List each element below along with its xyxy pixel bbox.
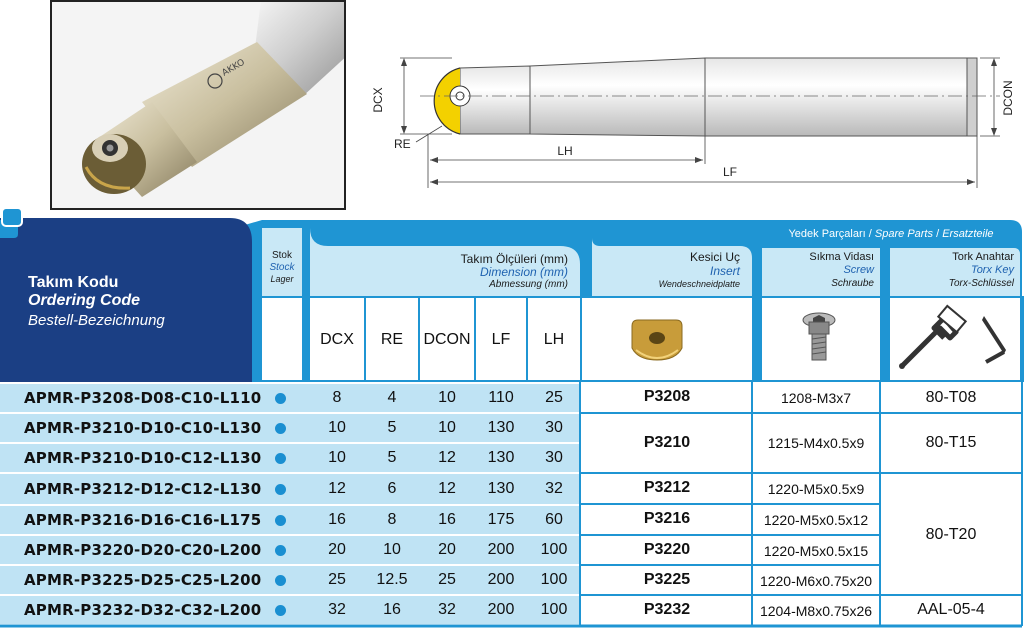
stock-header-de: Lager xyxy=(270,274,294,284)
code-header-de: Bestell-Bezeichnung xyxy=(28,312,165,329)
re-label: RE xyxy=(394,137,411,151)
lh-value: 60 xyxy=(545,511,563,528)
spare-sep-2: / xyxy=(936,228,940,240)
stock-header-tr: Stok xyxy=(271,250,292,261)
stock-dot xyxy=(275,605,286,616)
stock-dot xyxy=(275,484,286,495)
insert-code: P3225 xyxy=(643,571,691,588)
screw-code: 1204-M8x0.75x26 xyxy=(759,603,873,619)
dcx-value: 12 xyxy=(328,480,346,497)
stock-dot xyxy=(275,515,286,526)
lh-value: 30 xyxy=(545,419,563,436)
ordering-code: APMR-P3232-D32-C32-L200 xyxy=(24,601,262,619)
lf-value: 175 xyxy=(487,511,515,528)
insert-code: P3212 xyxy=(643,479,691,496)
screw-header-de: Schraube xyxy=(831,278,874,289)
screw-header-en: Screw xyxy=(843,264,874,276)
insert-header-tr: Kesici Uç xyxy=(689,250,740,264)
dims-header-en: Dimension (mm) xyxy=(479,265,568,279)
photo-engraving: AKKO xyxy=(220,57,247,79)
col-re: RE xyxy=(380,331,404,348)
key-code: 80-T20 xyxy=(925,526,977,543)
lh-value: 100 xyxy=(540,601,568,618)
dcon-value: 16 xyxy=(438,511,456,528)
spare-header-en: Spare Parts xyxy=(874,228,933,240)
dcx-value: 10 xyxy=(328,419,346,436)
screw-code: 1220-M6x0.75x20 xyxy=(759,573,873,589)
dims-header-de: Abmessung (mm) xyxy=(489,279,568,290)
col-dcx: DCX xyxy=(320,331,354,348)
dcx-value: 25 xyxy=(328,571,346,588)
col-dcon: DCON xyxy=(423,331,471,348)
screw-code: 1220-M5x0.5x12 xyxy=(763,512,869,528)
stock-dot xyxy=(275,545,286,556)
insert-code: P3232 xyxy=(643,601,691,618)
dcon-value: 10 xyxy=(438,419,456,436)
stock-dot xyxy=(275,453,286,464)
re-value: 10 xyxy=(383,541,401,558)
lf-value: 130 xyxy=(487,449,515,466)
stock-dot xyxy=(275,575,286,586)
key-code: 80-T15 xyxy=(925,434,977,451)
screw-code: 1215-M4x0.5x9 xyxy=(767,435,865,451)
ordering-code: APMR-P3212-D12-C12-L130 xyxy=(24,480,262,498)
lf-value: 110 xyxy=(488,389,514,406)
dcon-label: DCON xyxy=(1001,80,1015,116)
dcon-value: 20 xyxy=(438,541,456,558)
screw-code: 1220-M5x0.5x15 xyxy=(763,543,869,559)
dcon-value: 12 xyxy=(438,449,456,466)
lf-label: LF xyxy=(722,165,738,179)
dcx-value: 16 xyxy=(328,511,346,528)
dcx-label: DCX xyxy=(371,87,385,113)
insert-code: P3210 xyxy=(643,434,691,451)
spare-sep-1: / xyxy=(868,228,872,240)
re-value: 12.5 xyxy=(376,571,408,588)
lh-value: 30 xyxy=(545,449,563,466)
re-value: 4 xyxy=(387,389,397,406)
dims-header-tr: Takım Ölçüleri (mm) xyxy=(460,252,568,266)
re-value: 5 xyxy=(387,419,397,436)
dcon-value: 12 xyxy=(438,480,456,497)
stock-header-en: Stock xyxy=(269,262,295,273)
code-header-en: Ordering Code xyxy=(28,292,141,309)
lh-value: 25 xyxy=(545,389,563,406)
ordering-code: APMR-P3208-D08-C10-L110 xyxy=(24,389,262,407)
dcon-value: 10 xyxy=(438,389,456,406)
lf-value: 200 xyxy=(487,601,515,618)
dcx-value: 8 xyxy=(332,389,342,406)
insert-code: P3220 xyxy=(643,541,691,558)
stock-dot xyxy=(275,393,286,404)
dcx-value: 32 xyxy=(328,601,346,618)
spare-header xyxy=(762,228,1020,240)
key-header-en: Torx Key xyxy=(970,264,1014,276)
spare-header-de: Ersatzteile xyxy=(942,228,994,240)
re-value: 8 xyxy=(387,511,397,528)
insert-code: P3216 xyxy=(643,510,691,527)
re-value: 6 xyxy=(387,480,397,497)
lh-label: LH xyxy=(557,144,573,158)
code-header-tr: Takım Kodu xyxy=(28,274,119,291)
ordering-code: APMR-P3210-D10-C12-L130 xyxy=(24,449,262,467)
dcx-value: 20 xyxy=(328,541,346,558)
lh-value: 100 xyxy=(540,571,568,588)
lf-value: 200 xyxy=(487,571,515,588)
key-code: AAL-05-4 xyxy=(917,601,985,618)
lf-value: 200 xyxy=(487,541,515,558)
lf-value: 130 xyxy=(487,419,515,436)
stock-dot xyxy=(275,423,286,434)
col-lh: LH xyxy=(543,331,565,348)
spare-header-tr: Yedek Parçaları xyxy=(788,228,866,240)
key-header-de: Torx-Schlüssel xyxy=(948,278,1014,289)
ordering-code: APMR-P3216-D16-C16-L175 xyxy=(24,511,262,529)
insert-image xyxy=(632,320,682,360)
dcon-value: 32 xyxy=(438,601,456,618)
ordering-code: APMR-P3225-D25-C25-L200 xyxy=(24,571,262,589)
lh-value: 32 xyxy=(545,480,563,497)
dcx-value: 10 xyxy=(328,449,346,466)
re-value: 5 xyxy=(387,449,397,466)
insert-header-en: Insert xyxy=(709,264,740,278)
lh-value: 100 xyxy=(540,541,568,558)
key-header-tr: Tork Anahtar xyxy=(952,251,1014,263)
re-value: 16 xyxy=(383,601,401,618)
key-code: 80-T08 xyxy=(925,389,977,406)
insert-header-de: Wendeschneidplatte xyxy=(658,279,740,289)
screw-code: 1220-M5x0.5x9 xyxy=(767,481,865,497)
col-lf: LF xyxy=(491,331,511,348)
dcon-value: 25 xyxy=(438,571,456,588)
ordering-code: APMR-P3210-D10-C10-L130 xyxy=(24,419,262,437)
screw-header-tr: Sıkma Vidası xyxy=(809,251,874,263)
insert-code: P3208 xyxy=(643,388,691,405)
lf-value: 130 xyxy=(487,480,515,497)
screw-code: 1208-M3x7 xyxy=(780,390,852,406)
ordering-code: APMR-P3220-D20-C20-L200 xyxy=(24,541,262,559)
